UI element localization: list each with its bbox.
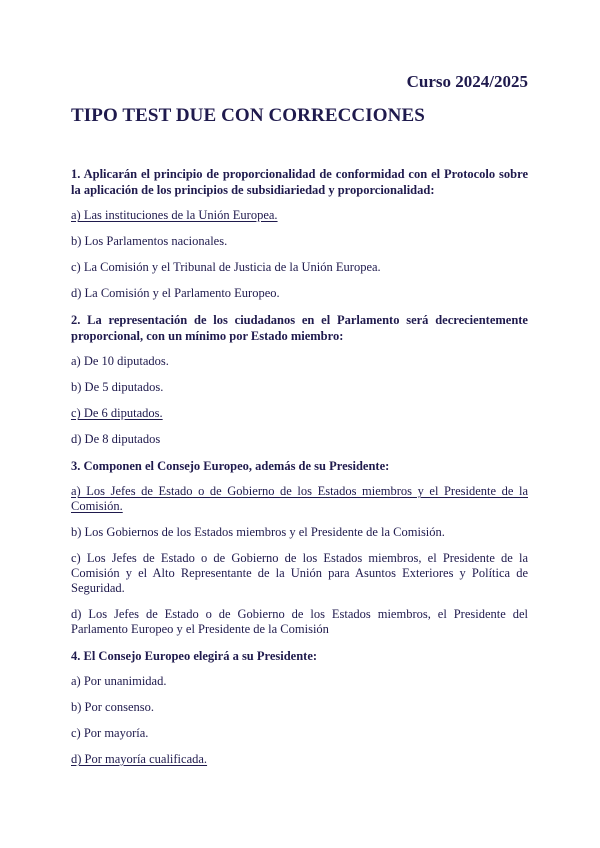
question-block-4 [71,648,528,767]
question-text: 1. Aplicarán el principio de proporcionalidad de conformidad con el Protocolo sobre la aplicación de los principios de subsidiariedad y proporcionalidad: [71,167,528,197]
question-text: 4. El Consejo Europeo elegirá a su Presidente: [71,649,318,663]
option: c) Los Jefes de Estado o de Gobierno de los Estados miembros, el Presidente de la Comisión y el Alto Representante de la Unión para Asuntos Exteriores y Política de Seguridad. [71,551,528,595]
option: d) Los Jefes de Estado o de Gobierno de los Estados miembros, el Presidente del Parlamento Europeo y el Presidente de la Comisión [71,607,528,636]
option: b) Los Gobiernos de los Estados miembros y el Presidente de la Comisión. [71,525,445,539]
question-block-3 [71,458,528,637]
question-text: 3. Componen el Consejo Europeo, además de su Presidente: [71,459,390,473]
option-correct: a) Los Jefes de Estado o de Gobierno de los Estados miembros y el Presidente de la Comisión. [71,484,528,513]
question-block-2 [71,312,528,447]
document-title: TIPO TEST DUE CON CORRECCIONES [71,105,425,126]
question-text: 2. La representación de los ciudadanos en el Parlamento será decrecientemente proporcional, con un mínimo por Estado miembro: [71,313,528,343]
option: a) Por unanimidad. [71,674,167,688]
option-correct: c) De 6 diputados. [71,406,163,420]
question-list [71,166,528,778]
option: b) Por consenso. [71,700,154,714]
option-correct: a) Las instituciones de la Unión Europea. [71,208,278,222]
option-correct: d) Por mayoría cualificada. [71,752,208,766]
option: d) La Comisión y el Parlamento Europeo. [71,286,280,300]
option: c) Por mayoría. [71,726,149,740]
question-block-1 [71,166,528,301]
option: c) La Comisión y el Tribunal de Justicia de la Unión Europea. [71,260,381,274]
course-label: Curso 2024/2025 [406,72,528,91]
option: d) De 8 diputados [71,432,161,446]
option: b) Los Parlamentos nacionales. [71,234,228,248]
option: b) De 5 diputados. [71,380,164,394]
option: a) De 10 diputados. [71,354,169,368]
